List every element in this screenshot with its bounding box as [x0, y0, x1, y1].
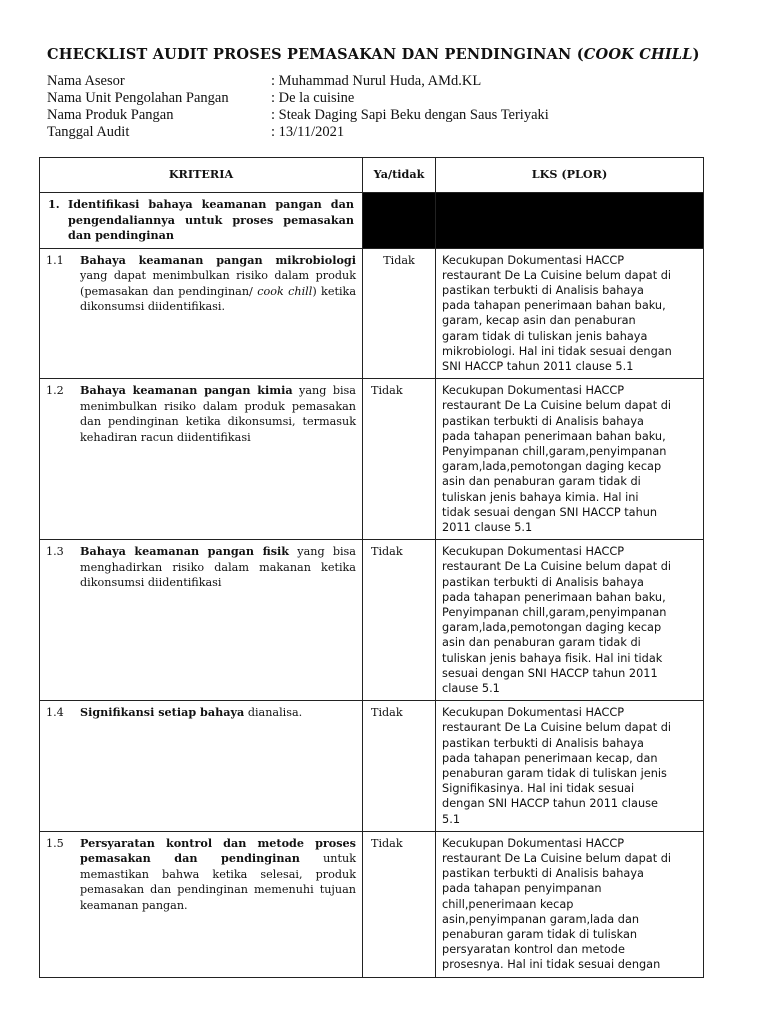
- table-row: [40, 831, 704, 977]
- section-blank-cell: [436, 193, 704, 249]
- section-heading: 1. Identifikasi bahaya keamanan pangan dan pengendaliannya untuk proses pemasakan dan pendinginan: [40, 193, 363, 249]
- criteria-cell: 1.1 Bahaya keamanan pangan mikrobiologi yang dapat menimbulkan risiko dalam produk (pemasakan dan pendinginan/ cook chill) ketika dikonsumsi diidentifikasi.: [40, 248, 363, 379]
- lks-cell: Kecukupan Dokumentasi HACCP restaurant De La Cuisine belum dapat di pastikan terbukti di Analisis bahaya pada tahapan penerimaan bahan baku, garam, kecap asin dan penaburan garam tidak di tuliskan jenis bahaya mikrobiologi. Hal ini tidak sesuai dengan SNI HACCP tahun 2011 clause 5.1: [436, 248, 704, 379]
- criteria-cell: 1.3 Bahaya keamanan pangan fisik yang bisa menghadirkan risiko dalam makanan ketika dikonsumsi diidentifikasi: [40, 540, 363, 701]
- criteria-cell: 1.2 Bahaya keamanan pangan kimia yang bisa menimbulkan risiko dalam produk pemasakan dan pendinginan ketika dikonsumsi, termasuk kehadiran racun diidentifikasi: [40, 379, 363, 540]
- lks-cell: Kecukupan Dokumentasi HACCP restaurant De La Cuisine belum dapat di pastikan terbukti di Analisis bahaya pada tahapan penerimaan kecap, dan penaburan garam tidak di tuliskan jenis Signifikasinya. Hal ini tidak sesuai dengan SNI HACCP tahun 2011 clause 5.1: [436, 701, 704, 832]
- table-header-row: [40, 158, 704, 193]
- header-kriteria: KRITERIA: [40, 158, 363, 193]
- table-row: [40, 701, 704, 832]
- criteria-cell: 1.5 Persyaratan kontrol dan metode proses pemasakan dan pendinginan untuk memastikan bahwa ketika selesai, produk pemasakan dan pendinginan memenuhi tujuan keamanan pangan.: [40, 831, 363, 977]
- meta-row: Nama Unit Pengolahan Pangan : De la cuisine: [47, 90, 355, 106]
- compliance-cell: Tidak: [362, 248, 435, 379]
- compliance-cell: Tidak: [362, 379, 435, 540]
- compliance-cell: Tidak: [362, 701, 435, 832]
- section-row: [40, 193, 704, 249]
- compliance-cell: Tidak: [362, 831, 435, 977]
- header-ya-tidak: Ya/tidak: [362, 158, 435, 193]
- section-blank-cell: [362, 193, 435, 249]
- meta-row: Nama Asesor : Muhammad Nurul Huda, AMd.KL: [47, 73, 482, 89]
- lks-cell: Kecukupan Dokumentasi HACCP restaurant De La Cuisine belum dapat di pastikan terbukti di Analisis bahaya pada tahapan penerimaan bahan baku, Penyimpanan chill,garam,penyimpanan garam,lada,pemotongan daging kecap asin dan penaburan garam tidak di tuliskan jenis bahaya kimia. Hal ini tidak sesuai dengan SNI HACCP tahun 2011 clause 5.1: [436, 379, 704, 540]
- table-row: [40, 379, 704, 540]
- header-lks: LKS (PLOR): [436, 158, 704, 193]
- meta-row: Nama Produk Pangan : Steak Daging Sapi Beku dengan Saus Teriyaki: [47, 107, 549, 123]
- audit-info: [47, 73, 549, 141]
- criteria-cell: 1.4 Signifikansi setiap bahaya dianalisa.: [40, 701, 363, 832]
- table-row: [40, 540, 704, 701]
- table-row: [40, 248, 704, 379]
- lks-cell: Kecukupan Dokumentasi HACCP restaurant De La Cuisine belum dapat di pastikan terbukti di Analisis bahaya pada tahapan penyimpanan chill,penerimaan kecap asin,penyimpanan garam,lada dan penaburan garam tidak di tuliskan persyaratan kontrol dan metode prosesnya. Hal ini tidak sesuai dengan: [436, 831, 704, 977]
- lks-cell: Kecukupan Dokumentasi HACCP restaurant De La Cuisine belum dapat di pastikan terbukti di Analisis bahaya pada tahapan penerimaan bahan baku, Penyimpanan chill,garam,penyimpanan garam,lada,pemotongan daging kecap asin dan penaburan garam tidak di tuliskan jenis bahaya fisik. Hal ini tidak sesuai dengan SNI HACCP tahun 2011 clause 5.1: [436, 540, 704, 701]
- checklist-table: [39, 157, 704, 978]
- compliance-cell: Tidak: [362, 540, 435, 701]
- document-title: CHECKLIST AUDIT PROSES PEMASAKAN DAN PENDINGINAN (COOK CHILL): [47, 46, 700, 63]
- meta-row: Tanggal Audit : 13/11/2021: [47, 124, 345, 140]
